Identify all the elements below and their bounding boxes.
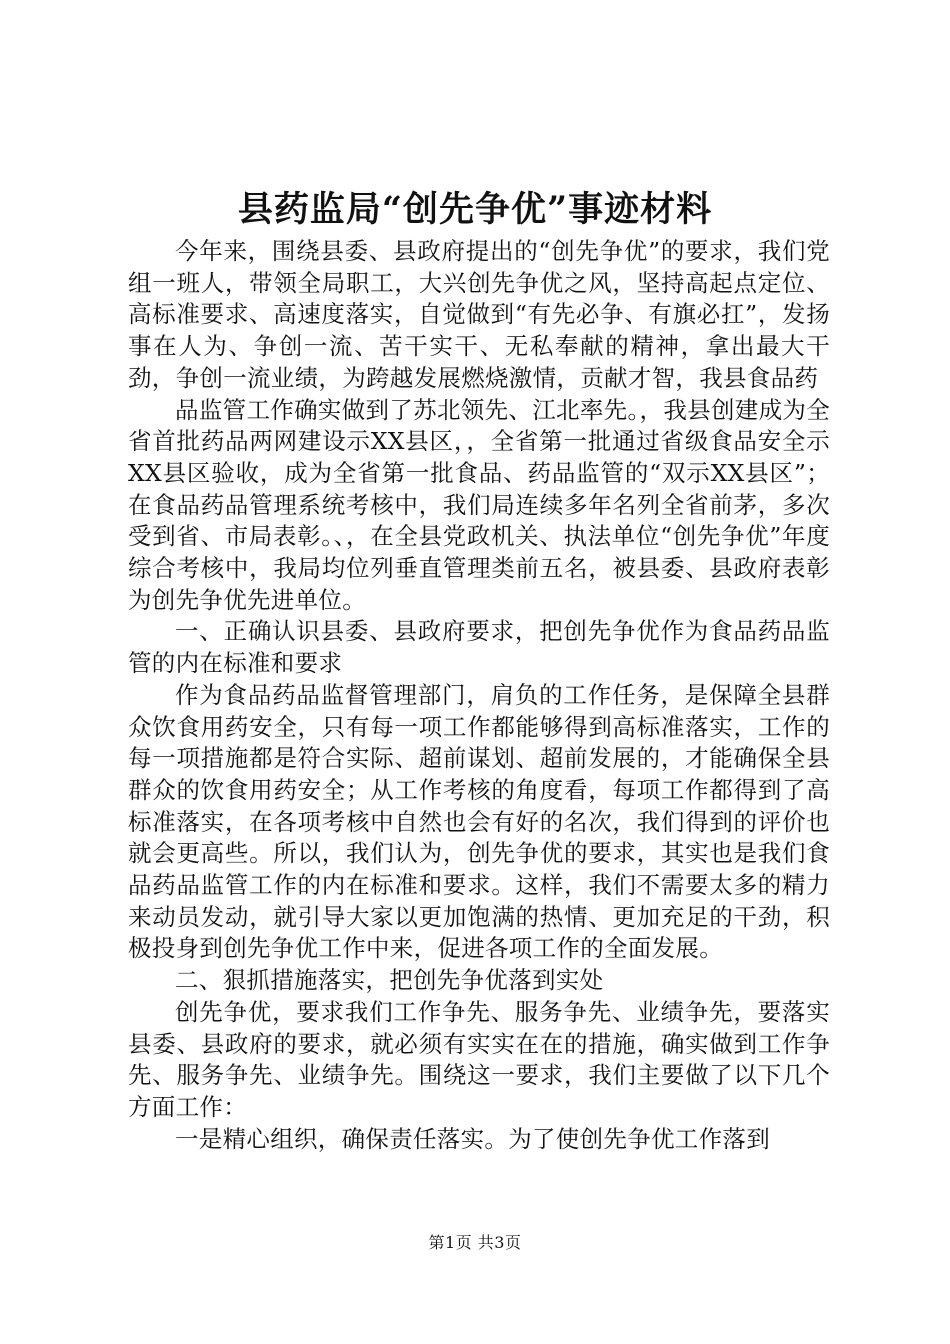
paragraph-section-two: 创先争优，要求我们工作争先、服务争先、业绩争先，要落实县委、县政府的要求，就必须有实实在在的措施，确实做到工作争先、服务争先、业绩争先。围绕这一要求，我们主要做了以下几个方面工作： <box>128 997 830 1121</box>
paragraph-item-one: 一是精心组织，确保责任落实。为了使创先争优工作落到 <box>175 1124 770 1153</box>
section-heading-one: 一、正确认识县委、县政府要求，把创先争优作为食品药品监管的内在标准和要求 <box>128 617 830 678</box>
document-title: 县药监局“创先争优”事迹材料 <box>237 189 713 230</box>
document-body <box>128 236 830 1155</box>
paragraph-intro: 今年来，围绕县委、县政府提出的“创先争优”的要求，我们党组一班人，带领全局职工，大兴创先争优之风，坚持高起点定位、高标准要求、高速度落实，自觉做到“有先必争、有旗必扛”，发扬事在人为、争创一流、苦干实干、无私奉献的精神，拿出最大干劲，争创一流业绩，为跨越发展燃烧激情，贡献才智，我县食品药 <box>128 237 830 392</box>
page-number-footer: 第1页 共3页 <box>428 1233 522 1252</box>
paragraph-achievements: 品监管工作确实做到了苏北领先、江北率先。，我县创建成为全省首批药品两网建设示XX县区，，全省第一批通过省级食品安全示XX县区验收，成为全省第一批食品、药品监管的“双示XX县区”；在食品药品管理系统考核中，我们局连续多年名列全省前茅，多次受到省、市局表彰。、，在全县党政机关、执法单位“创先争优”年度综合考核中，我局均位列垂直管理类前五名，被县委、县政府表彰为创先争优先进单位。 <box>128 395 830 614</box>
section-heading-two: 二、狠抓措施落实，把创先争优落到实处 <box>175 966 604 995</box>
paragraph-section-one: 作为食品药品监督管理部门，肩负的工作任务，是保障全县群众饮食用药安全，只有每一项工作都能够得到高标准落实，工作的每一项措施都是符合实际、超前谋划、超前发展的，才能确保全县群众的饮食用药安全；从工作考核的角度看，每项工作都得到了高标准落实，在各项考核中自然也会有好的名次，我们得到的评价也就会更高些。所以，我们认为，创先争优的要求，其实也是我们食品药品监管工作的内在标准和要求。这样，我们不需要太多的精力来动员发动，就引导大家以更加饱满的热情、更加充足的干劲，积极投身到创先争优工作中来，促进各项工作的全面发展。 <box>128 680 830 963</box>
